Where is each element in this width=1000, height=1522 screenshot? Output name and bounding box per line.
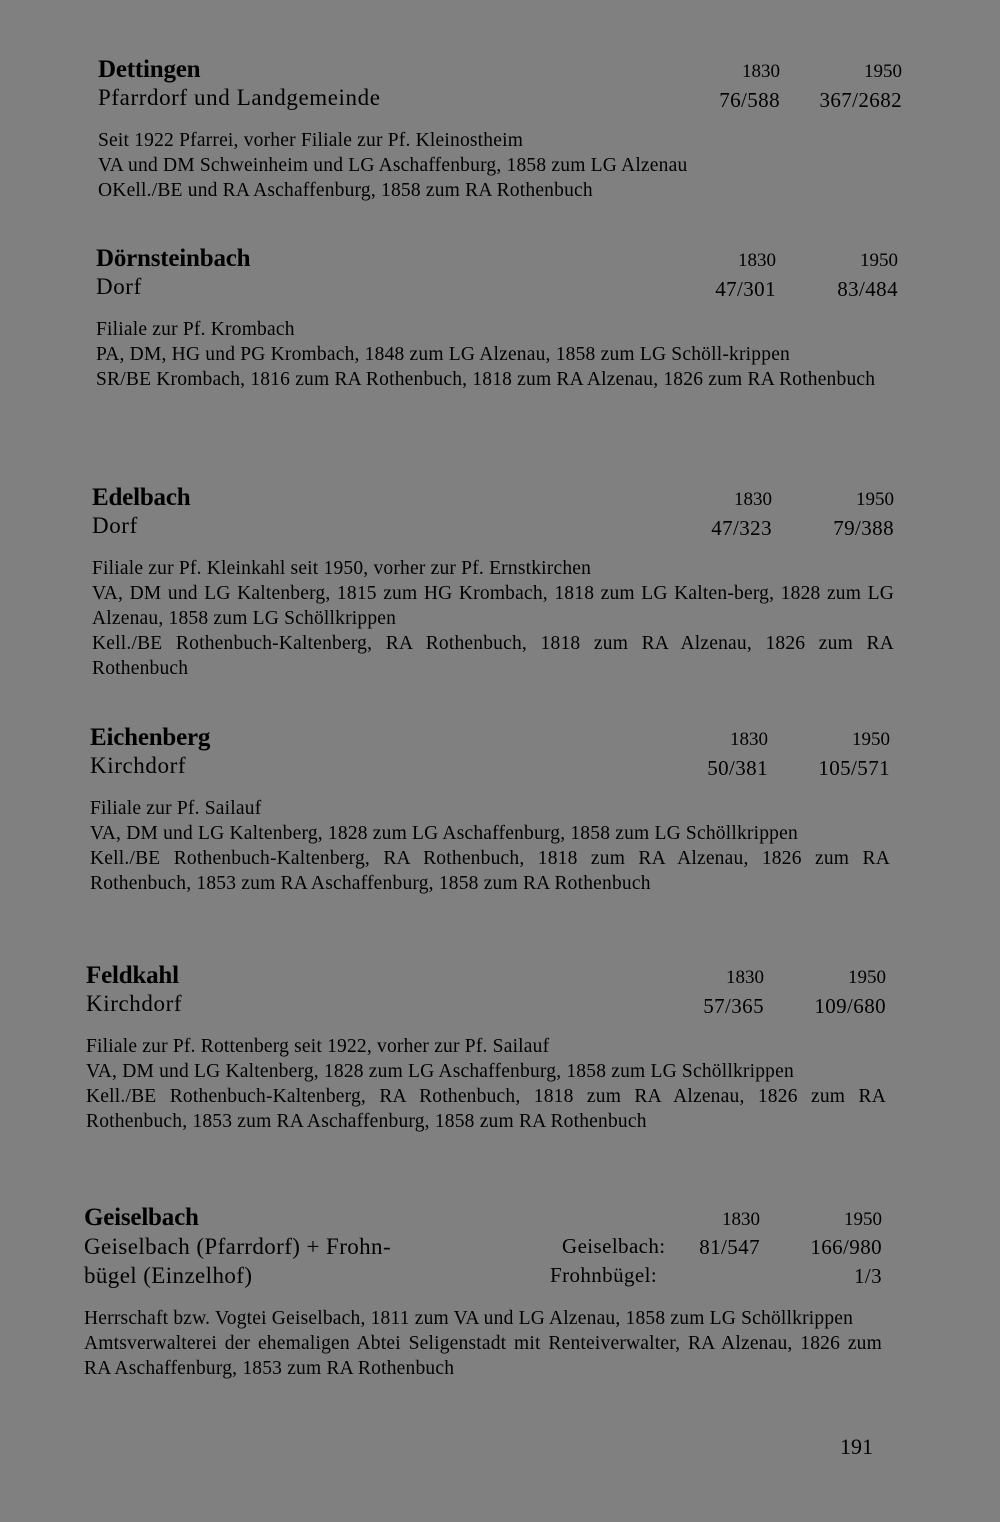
note-line: Filiale zur Pf. Kleinkahl seit 1950, vorher zur Pf. Ernstkirchen: [92, 558, 592, 579]
sub-place-label-geiselbach: Geiselbach:: [562, 1234, 666, 1258]
population-1950: 83/484: [837, 277, 898, 301]
entry-header: [96, 245, 898, 303]
note-line: Kell./BE Rothenbuch-Kaltenberg, RA Rothenbuch, 1818 zum RA Alzenau, 1826 zum RA Rothenbuch: [92, 633, 894, 679]
note-line: Amtsverwalterei der ehemaligen Abtei Seligenstadt mit Renteiverwalter, RA Alzenau, 1826 zum RA Aschaffenburg, 1853 zum RA Rothenbuch: [84, 1333, 882, 1379]
entry-header: [92, 484, 894, 542]
year-1830: 1830: [722, 1209, 760, 1230]
note-line: Kell./BE Rothenbuch-Kaltenberg, RA Rothenbuch, 1818 zum RA Alzenau, 1826 zum RA Rothenbuch, 1853 zum RA Aschaffenburg, 1858 zum RA Rothenbuch: [90, 848, 890, 894]
entry-feldkahl: [86, 962, 886, 1134]
note-line: VA, DM und LG Kaltenberg, 1815 zum HG Krombach, 1818 zum LG Kalten-berg, 1828 zum LG Alzenau, 1858 zum LG Schöllkrippen: [92, 583, 894, 629]
place-name: Feldkahl: [86, 962, 179, 989]
place-name: Eichenberg: [90, 724, 211, 751]
note-line: OKell./BE und RA Aschaffenburg, 1858 zum RA Rothenbuch: [98, 180, 593, 201]
year-1950: 1950: [856, 489, 894, 510]
entry-header: [98, 56, 902, 114]
entry-header: [86, 962, 886, 1020]
year-1830: 1830: [738, 250, 776, 271]
note-line: Filiale zur Pf. Krombach: [96, 319, 295, 340]
entry-notes: [84, 1306, 882, 1381]
year-1950: 1950: [864, 61, 902, 82]
place-type: Pfarrdorf und Landgemeinde: [98, 85, 381, 110]
entry-dettingen: [98, 56, 902, 203]
population-1830: 47/323: [711, 516, 772, 540]
population-1830: 50/381: [707, 756, 768, 780]
population-1950: 79/388: [833, 516, 894, 540]
year-1950: 1950: [844, 1209, 882, 1230]
place-type-line-1: Geiselbach (Pfarrdorf) + Frohn-: [84, 1234, 392, 1259]
year-1830: 1830: [730, 729, 768, 750]
entry-header: [90, 724, 890, 782]
place-type: Kirchdorf: [90, 753, 187, 778]
note-line: SR/BE Krombach, 1816 zum RA Rothenbuch, 1818 zum RA Alzenau, 1826 zum RA Rothenbuch: [96, 369, 876, 390]
entry-notes: [86, 1034, 886, 1134]
entry-notes: [96, 317, 898, 392]
note-line: Kell./BE Rothenbuch-Kaltenberg, RA Rothenbuch, 1818 zum RA Alzenau, 1826 zum RA Rothenbuch, 1853 zum RA Aschaffenburg, 1858 zum RA Rothenbuch: [86, 1086, 886, 1132]
population-1830-geiselbach: 81/547: [699, 1235, 760, 1259]
entry-header: [84, 1204, 882, 1292]
entry-eichenberg: [90, 724, 890, 896]
year-1830: 1830: [742, 61, 780, 82]
page-number: 191: [840, 1434, 873, 1459]
note-line: Filiale zur Pf. Sailauf: [90, 798, 262, 819]
entry-doernsteinbach: [96, 245, 898, 392]
place-type: Kirchdorf: [86, 991, 183, 1016]
note-line: Seit 1922 Pfarrei, vorher Filiale zur Pf. Kleinostheim: [98, 130, 524, 151]
year-1950: 1950: [860, 250, 898, 271]
population-1830: 47/301: [715, 277, 776, 301]
entry-notes: [92, 556, 894, 681]
population-1950: 109/680: [814, 994, 886, 1018]
population-1950: 367/2682: [819, 88, 902, 112]
entry-edelbach: [92, 484, 894, 681]
place-name: Dettingen: [98, 56, 201, 83]
note-line: PA, DM, HG und PG Krombach, 1848 zum LG Alzenau, 1858 zum LG Schöll-krippen: [96, 344, 790, 365]
year-1950: 1950: [852, 729, 890, 750]
entry-geiselbach: [84, 1204, 882, 1381]
year-1830: 1830: [734, 489, 772, 510]
entry-notes: [98, 128, 902, 203]
year-1830: 1830: [726, 967, 764, 988]
population-1950: 105/571: [818, 756, 890, 780]
population-1950-geiselbach: 166/980: [810, 1235, 882, 1259]
note-line: Herrschaft bzw. Vogtei Geiselbach, 1811 zum VA und LG Alzenau, 1858 zum LG Schöllkrippen: [84, 1308, 854, 1329]
entry-notes: [90, 796, 890, 896]
place-name: Dörnsteinbach: [96, 245, 251, 272]
population-1830: 76/588: [719, 88, 780, 112]
place-type: Dorf: [96, 274, 142, 299]
note-line: VA und DM Schweinheim und LG Aschaffenburg, 1858 zum LG Alzenau: [98, 155, 688, 176]
place-name: Geiselbach: [84, 1204, 199, 1231]
note-line: VA, DM und LG Kaltenberg, 1828 zum LG Aschaffenburg, 1858 zum LG Schöllkrippen: [86, 1061, 794, 1082]
note-line: VA, DM und LG Kaltenberg, 1828 zum LG Aschaffenburg, 1858 zum LG Schöllkrippen: [90, 823, 798, 844]
place-type-line-2: bügel (Einzelhof): [84, 1263, 253, 1288]
population-1950-frohnbuegel: 1/3: [853, 1264, 882, 1288]
sub-place-label-frohnbuegel: Frohnbügel:: [550, 1263, 658, 1287]
year-1950: 1950: [848, 967, 886, 988]
place-type: Dorf: [92, 513, 138, 538]
place-name: Edelbach: [92, 484, 191, 511]
population-1830: 57/365: [703, 994, 764, 1018]
note-line: Filiale zur Pf. Rottenberg seit 1922, vorher zur Pf. Sailauf: [86, 1036, 550, 1057]
